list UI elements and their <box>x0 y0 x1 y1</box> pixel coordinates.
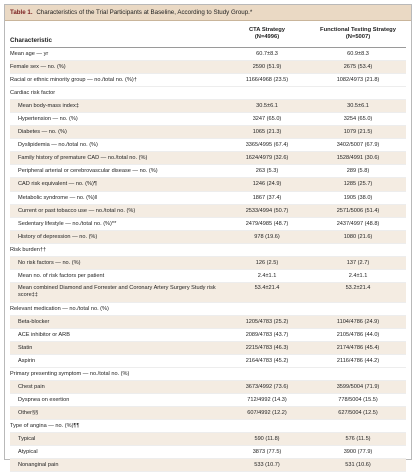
section-header-row <box>10 87 406 100</box>
section-header-row <box>10 420 406 433</box>
row-label: Cardiac risk factor <box>10 90 56 97</box>
functional-value: 2174/4786 (45.4) <box>336 345 380 351</box>
functional-value: 1079 (21.5) <box>343 129 373 136</box>
header-characteristic: Characteristic <box>10 37 52 44</box>
row-label: Mean body-mass index‡ <box>18 103 79 110</box>
functional-value: 576 (11.5) <box>345 436 371 443</box>
cta-value: 1867 (37.4) <box>252 194 282 201</box>
table-row <box>10 342 406 355</box>
row-label: Peripheral arterial or cerebrovascular disease — no. (%) <box>18 168 158 175</box>
functional-value: 289 (5.8) <box>346 168 370 175</box>
functional-value: 53.2±21.4 <box>345 284 371 291</box>
table-row <box>10 48 406 61</box>
functional-value: 1104/4786 (24.9) <box>336 318 380 325</box>
cta-value: 3365/4995 (67.4) <box>245 142 289 149</box>
cta-value: 1624/4979 (32.6) <box>245 155 289 162</box>
cta-value: 978 (19.6) <box>254 233 280 240</box>
table-row <box>10 270 406 283</box>
cta-value: 533 (10.7) <box>254 462 280 469</box>
table-row <box>10 152 406 165</box>
cta-value: 2533/4994 (50.7) <box>245 207 289 214</box>
row-label: Mean age — yr <box>10 51 49 58</box>
section-header-row <box>10 368 406 381</box>
table-row <box>10 433 406 446</box>
table-row <box>10 407 406 420</box>
cta-value: 2590 (51.9) <box>252 64 282 71</box>
row-label: Family history of premature CAD — no./total no. (%) <box>18 155 148 162</box>
row-label: Mean combined Diamond and Forrester and Coronary Artery Surgery Study risk score‡‡ <box>18 284 216 298</box>
row-label: Typical <box>18 436 36 443</box>
table-row <box>10 205 406 218</box>
table-row <box>10 165 406 178</box>
row-label: Statin <box>18 345 33 351</box>
table-row <box>10 394 406 407</box>
functional-value: 137 (2.7) <box>346 259 370 266</box>
table-title-bar <box>5 5 411 21</box>
functional-value: 1082/4973 (21.8) <box>336 77 380 84</box>
table-row <box>10 329 406 342</box>
table-row <box>10 139 406 152</box>
row-label: Dyspnea on exertion <box>18 397 70 404</box>
row-label: CAD risk equivalent — no. (%)¶ <box>18 181 97 188</box>
cta-value: 3873 (77.5) <box>252 449 282 456</box>
row-label: Mean no. of risk factors per patient <box>18 272 105 279</box>
table-row <box>10 192 406 205</box>
cta-value: 590 (11.8) <box>254 436 280 443</box>
cta-value: 1065 (21.3) <box>252 129 282 136</box>
table-row <box>10 283 406 303</box>
table-row <box>10 74 406 87</box>
row-label: Type of angina — no. (%)¶¶ <box>10 423 80 430</box>
functional-value: 2571/5006 (51.4) <box>336 207 380 214</box>
cta-value: 712/4992 (14.3) <box>247 397 287 404</box>
cta-value: 2089/4783 (43.7) <box>245 331 289 338</box>
functional-value: 627/5004 (12.5) <box>338 410 378 417</box>
row-label: Aspirin <box>18 358 36 365</box>
cta-value: 1246 (24.9) <box>252 181 282 188</box>
table-row <box>10 257 406 270</box>
table-row <box>10 61 406 74</box>
table-row <box>10 218 406 231</box>
row-label: Chest pain <box>18 384 45 391</box>
table-row <box>10 316 406 329</box>
table-title: Characteristics of the Trial Participants at Baseline, According to Study Group.* <box>36 9 253 16</box>
functional-value: 2116/4786 (44.2) <box>336 358 380 365</box>
row-label: Beta-blocker <box>18 318 50 325</box>
table-body <box>10 48 406 472</box>
functional-value: 3254 (65.0) <box>343 116 373 123</box>
functional-value: 2.4±1.1 <box>348 272 368 279</box>
header-functional-name: Functional Testing Strategy <box>320 27 396 33</box>
table-row <box>10 381 406 394</box>
table-label: Table 1. <box>10 9 33 16</box>
functional-value: 3900 (77.9) <box>343 449 373 456</box>
cta-value: 1205/4783 (25.2) <box>245 318 289 325</box>
functional-value: 3402/5007 (67.9) <box>336 142 380 149</box>
row-label: ACE inhibitor or ARB <box>18 331 70 338</box>
cta-value: 3247 (65.0) <box>252 116 282 123</box>
cta-value: 60.7±8.3 <box>256 51 278 58</box>
header-functional <box>310 21 406 47</box>
row-label: Dyslipidemia — no./total no. (%) <box>18 142 98 149</box>
functional-value: 2675 (53.4) <box>343 64 373 71</box>
header-cta <box>224 21 310 47</box>
cta-value: 263 (5.3) <box>255 168 279 175</box>
table-row <box>10 355 406 368</box>
row-label: Primary presenting symptom — no./total no. (%) <box>10 371 130 378</box>
cta-value: 2.4±1.1 <box>257 272 277 279</box>
table-row <box>10 446 406 459</box>
header-cta-name: CTA Strategy <box>248 27 286 33</box>
table-row <box>10 178 406 191</box>
table-row <box>10 231 406 244</box>
functional-value: 30.5±6.1 <box>347 103 369 110</box>
functional-value: 1905 (38.0) <box>343 194 373 201</box>
functional-value: 1528/4991 (30.6) <box>336 155 380 162</box>
functional-value: 778/5004 (15.5) <box>338 397 378 404</box>
row-label: Female sex — no. (%) <box>10 64 66 71</box>
row-label: Current or past tobacco use — no./total no. (%) <box>18 207 136 214</box>
functional-value: 3599/5004 (71.9) <box>336 384 380 391</box>
row-label: Sedentary lifestyle — no./total no. (%)** <box>18 220 117 227</box>
functional-value: 1285 (25.7) <box>343 181 373 188</box>
row-label: Atypical <box>18 449 38 456</box>
header-cta-n: (N=4996) <box>254 34 280 40</box>
cta-value: 53.4±21.4 <box>254 284 280 291</box>
section-header-row <box>10 244 406 257</box>
header-functional-n: (N=5007) <box>345 34 371 40</box>
table-row <box>10 126 406 139</box>
row-label: History of depression — no. (%) <box>18 233 98 240</box>
cta-value: 30.5±6.1 <box>256 103 278 110</box>
row-label: Diabetes — no. (%) <box>18 129 67 136</box>
row-label: Racial or ethnic minority group — no./total no. (%)† <box>10 77 137 84</box>
row-label: Nonanginal pain <box>18 462 59 469</box>
section-header-row <box>10 303 406 316</box>
cta-value: 607/4992 (12.2) <box>247 410 287 417</box>
cta-value: 126 (2.5) <box>255 259 279 266</box>
cta-value: 2215/4783 (46.3) <box>245 345 289 351</box>
cta-value: 1166/4968 (23.5) <box>245 77 289 84</box>
table-row <box>10 100 406 113</box>
functional-value: 60.9±8.3 <box>347 51 369 58</box>
row-label: Relevant medication — no./total no. (%) <box>10 305 109 312</box>
functional-value: 2105/4786 (44.0) <box>336 331 380 338</box>
table-header <box>10 21 406 48</box>
table-frame <box>4 4 412 469</box>
table-row <box>10 113 406 126</box>
cta-value: 2479/4985 (48.7) <box>245 220 289 227</box>
row-label: Hypertension — no. (%) <box>18 116 78 123</box>
row-label: No risk factors — no. (%) <box>18 259 81 266</box>
row-label: Metabolic syndrome — no. (%)‖ <box>18 194 98 201</box>
functional-value: 1080 (21.6) <box>343 233 373 240</box>
row-label: Risk burden†† <box>10 246 47 253</box>
functional-value: 531 (10.6) <box>345 462 371 469</box>
functional-value: 2437/4997 (48.8) <box>336 220 380 227</box>
row-label: Other§§ <box>18 410 39 417</box>
cta-value: 2164/4783 (45.2) <box>245 358 289 365</box>
cta-value: 3673/4992 (73.6) <box>245 384 289 391</box>
